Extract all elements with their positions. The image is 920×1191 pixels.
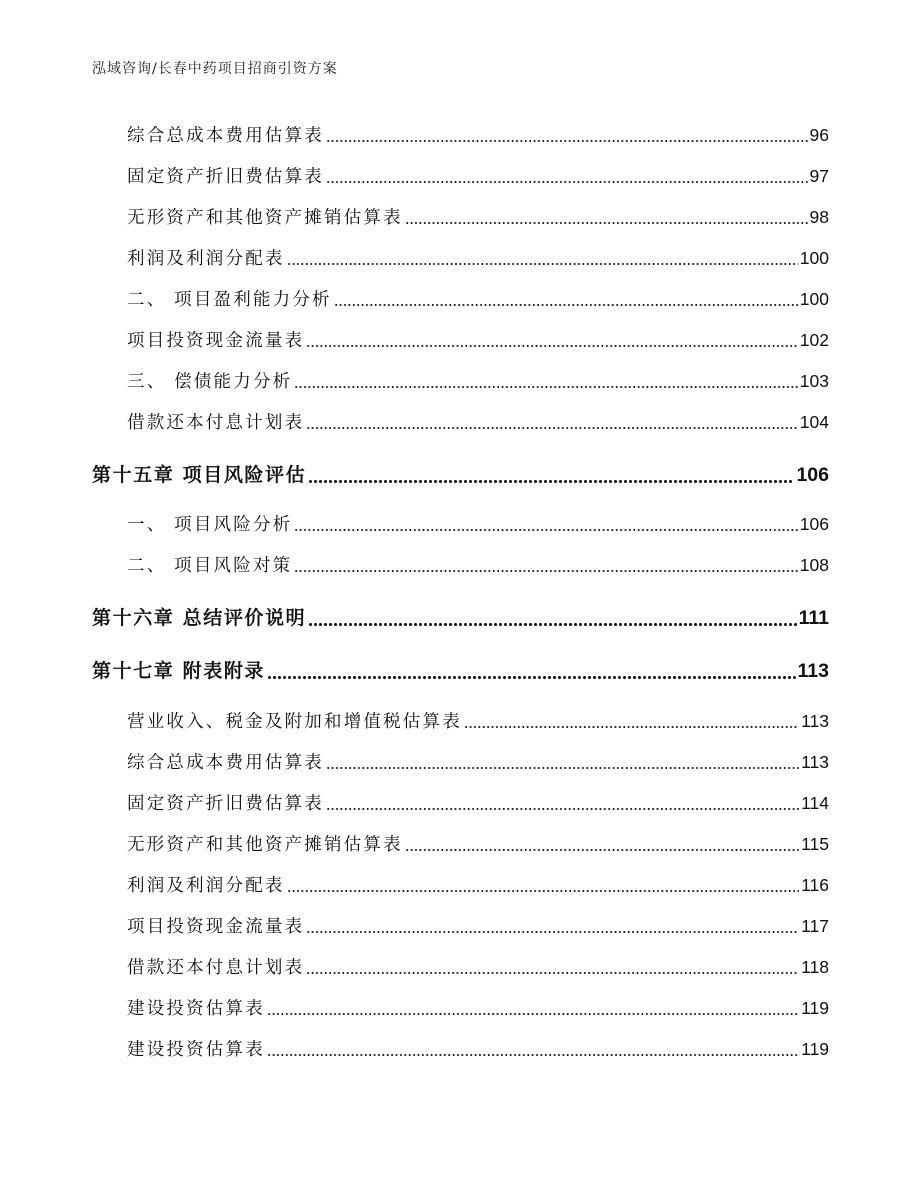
toc-entry-title: 利润及利润分配表: [127, 249, 285, 269]
toc-dot-leader: [308, 623, 796, 626]
toc-page-number: 98: [809, 207, 829, 227]
toc-entry-title: 借款还本付息计划表: [127, 958, 305, 978]
toc-chapter-entry[interactable]: [92, 460, 829, 487]
toc-entry-title: 营业收入、税金及附加和增值税估算表: [127, 712, 462, 732]
toc-page-number: 111: [798, 607, 829, 629]
toc-entry[interactable]: [127, 1036, 829, 1061]
toc-dot-leader: [267, 676, 796, 679]
toc-page-number: 119: [801, 998, 829, 1018]
toc-page-number: 115: [801, 834, 829, 854]
toc-entry-title: 借款还本付息计划表: [127, 413, 305, 433]
toc-entry[interactable]: [127, 749, 829, 774]
toc-entry-title: 综合总成本费用估算表: [127, 753, 324, 773]
toc-entry[interactable]: [127, 368, 829, 393]
toc-page-number: 106: [799, 514, 829, 534]
toc-page-number: 113: [797, 660, 829, 682]
toc-entry-title: 无形资产和其他资产摊销估算表: [127, 835, 403, 855]
toc-entry-title: 利润及利润分配表: [127, 876, 285, 896]
toc-entry-title: 二、 项目风险对策: [127, 556, 293, 576]
toc-page-number: 100: [799, 289, 829, 309]
toc-page-number: 96: [809, 125, 829, 145]
toc-entry-title: 项目投资现金流量表: [127, 917, 305, 937]
toc-dot-leader: [326, 767, 799, 769]
toc-dot-leader: [405, 849, 799, 851]
toc-page-number: 106: [796, 464, 829, 486]
toc-page-number: 104: [799, 412, 829, 432]
toc-dot-leader: [308, 480, 794, 483]
toc-entry-title: 一、 项目风险分析: [127, 515, 293, 535]
toc-chapter-title: 第十七章 附表附录: [92, 660, 266, 682]
toc-entry[interactable]: [127, 204, 829, 229]
toc-entry[interactable]: [127, 831, 829, 856]
toc-dot-leader: [405, 222, 808, 224]
toc-page-number: 103: [799, 371, 829, 391]
toc-dot-leader: [287, 263, 798, 265]
toc-dot-leader: [287, 890, 799, 892]
toc-page-number: 102: [799, 330, 829, 350]
toc-dot-leader: [267, 1054, 799, 1056]
toc-entry[interactable]: [127, 122, 829, 147]
toc-page-number: 108: [799, 555, 829, 575]
toc-entry-title: 三、 偿债能力分析: [127, 372, 293, 392]
toc-page-number: 119: [801, 1039, 829, 1059]
toc-page-number: 113: [801, 752, 829, 772]
toc-dot-leader: [294, 386, 797, 388]
toc-dot-leader: [306, 345, 797, 347]
toc-dot-leader: [306, 427, 797, 429]
toc-dot-leader: [306, 931, 799, 933]
toc-page-number: 116: [801, 875, 829, 895]
toc-chapter-entry[interactable]: [92, 656, 829, 683]
page-header: 泓域咨询/长春中药项目招商引资方案: [92, 61, 338, 77]
toc-dot-leader: [334, 304, 798, 306]
toc-dot-leader: [326, 140, 808, 142]
toc-chapter-entry[interactable]: [92, 603, 829, 630]
toc-entry[interactable]: [127, 872, 829, 897]
toc-entry[interactable]: [127, 913, 829, 938]
toc-page-number: 100: [799, 248, 829, 268]
toc-entry[interactable]: [127, 409, 829, 434]
toc-dot-leader: [294, 529, 797, 531]
toc-dot-leader: [326, 181, 808, 183]
toc-entry[interactable]: [127, 327, 829, 352]
toc-entry-title: 综合总成本费用估算表: [127, 126, 324, 146]
toc-dot-leader: [267, 1013, 799, 1015]
toc-entry[interactable]: [127, 286, 829, 311]
toc-page-number: 113: [801, 711, 829, 731]
toc-dot-leader: [306, 972, 799, 974]
toc-page-number: 97: [809, 166, 829, 186]
toc-entry-title: 固定资产折旧费估算表: [127, 167, 324, 187]
toc-entry[interactable]: [127, 552, 829, 577]
toc-entry-title: 固定资产折旧费估算表: [127, 794, 324, 814]
toc-entry-title: 建设投资估算表: [127, 999, 265, 1019]
toc-dot-leader: [294, 570, 797, 572]
toc-page-number: 114: [801, 793, 829, 813]
toc-entry[interactable]: [127, 708, 829, 733]
toc-dot-leader: [464, 726, 799, 728]
toc-page-number: 118: [801, 957, 829, 977]
toc-entry[interactable]: [127, 163, 829, 188]
toc-entry[interactable]: [127, 511, 829, 536]
toc-entry[interactable]: [127, 954, 829, 979]
toc-entry[interactable]: [127, 245, 829, 270]
toc-entry[interactable]: [127, 790, 829, 815]
toc-entry-title: 建设投资估算表: [127, 1040, 265, 1060]
toc-entry-title: 无形资产和其他资产摊销估算表: [127, 208, 403, 228]
toc-dot-leader: [326, 808, 799, 810]
toc-entry[interactable]: [127, 995, 829, 1020]
toc-chapter-title: 第十六章 总结评价说明: [92, 607, 307, 629]
toc-page-number: 117: [801, 916, 829, 936]
toc-chapter-title: 第十五章 项目风险评估: [92, 464, 307, 486]
toc-entry-title: 项目投资现金流量表: [127, 331, 305, 351]
toc-entry-title: 二、 项目盈利能力分析: [127, 290, 332, 310]
